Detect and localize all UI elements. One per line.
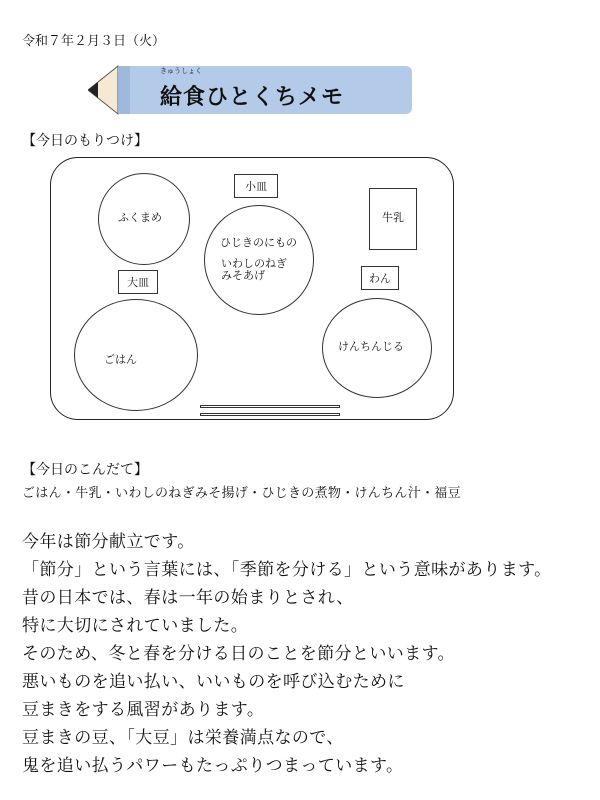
plating-heading: 【今日のもりつけ】 (22, 133, 148, 149)
body-line: 「節分」という言葉には、「季節を分ける」という意味があります。 (22, 560, 552, 580)
iwashi-label-line1: いわしのねぎ (221, 257, 287, 270)
menu-heading: 【今日のこんだて】 (22, 462, 148, 478)
small-plate-tag: 小皿 (234, 174, 278, 198)
fukumame-label: ふくまめ (118, 211, 162, 224)
banner-title: 給食ひとくちメモ (160, 85, 345, 110)
rice-label: ごはん (104, 353, 137, 366)
body-line: 鬼を追い払うパワーもたっぷりつまっています。 (22, 756, 404, 776)
body-line: 昔の日本では、春は一年の始まりとされ、 (22, 588, 354, 608)
large-plate-tag: 大皿 (118, 270, 158, 294)
chopstick-icon (200, 413, 340, 416)
body-line: 悪いものを追い払い、いいものを呼び込むために (22, 672, 405, 692)
body-line: そのため、冬と春を分ける日のことを節分といいます。 (22, 644, 455, 664)
iwashi-label-line2: みそあげ (221, 269, 265, 282)
body-line: 特に大切にされていました。 (22, 616, 249, 636)
milk-box: 牛乳 (369, 188, 417, 250)
menu-items: ごはん・牛乳・いわしのねぎみそ揚げ・ひじきの煮物・けんちん汁・福豆 (22, 486, 461, 501)
kenchin-label: けんちんじる (338, 340, 404, 353)
banner-ruby: きゅうしょく (160, 67, 202, 75)
date: 令和７年２月３日（火） (22, 34, 166, 49)
hijiki-label: ひじきのにもの (220, 236, 297, 249)
body-line: 豆まきをする風習があります。 (22, 700, 265, 720)
chopstick-icon (200, 405, 340, 408)
body-line: 今年は節分献立です。 (22, 532, 195, 552)
bowl-tag: わん (361, 266, 399, 290)
body-line: 豆まきの豆、「大豆」は栄養満点なので、 (22, 728, 344, 748)
